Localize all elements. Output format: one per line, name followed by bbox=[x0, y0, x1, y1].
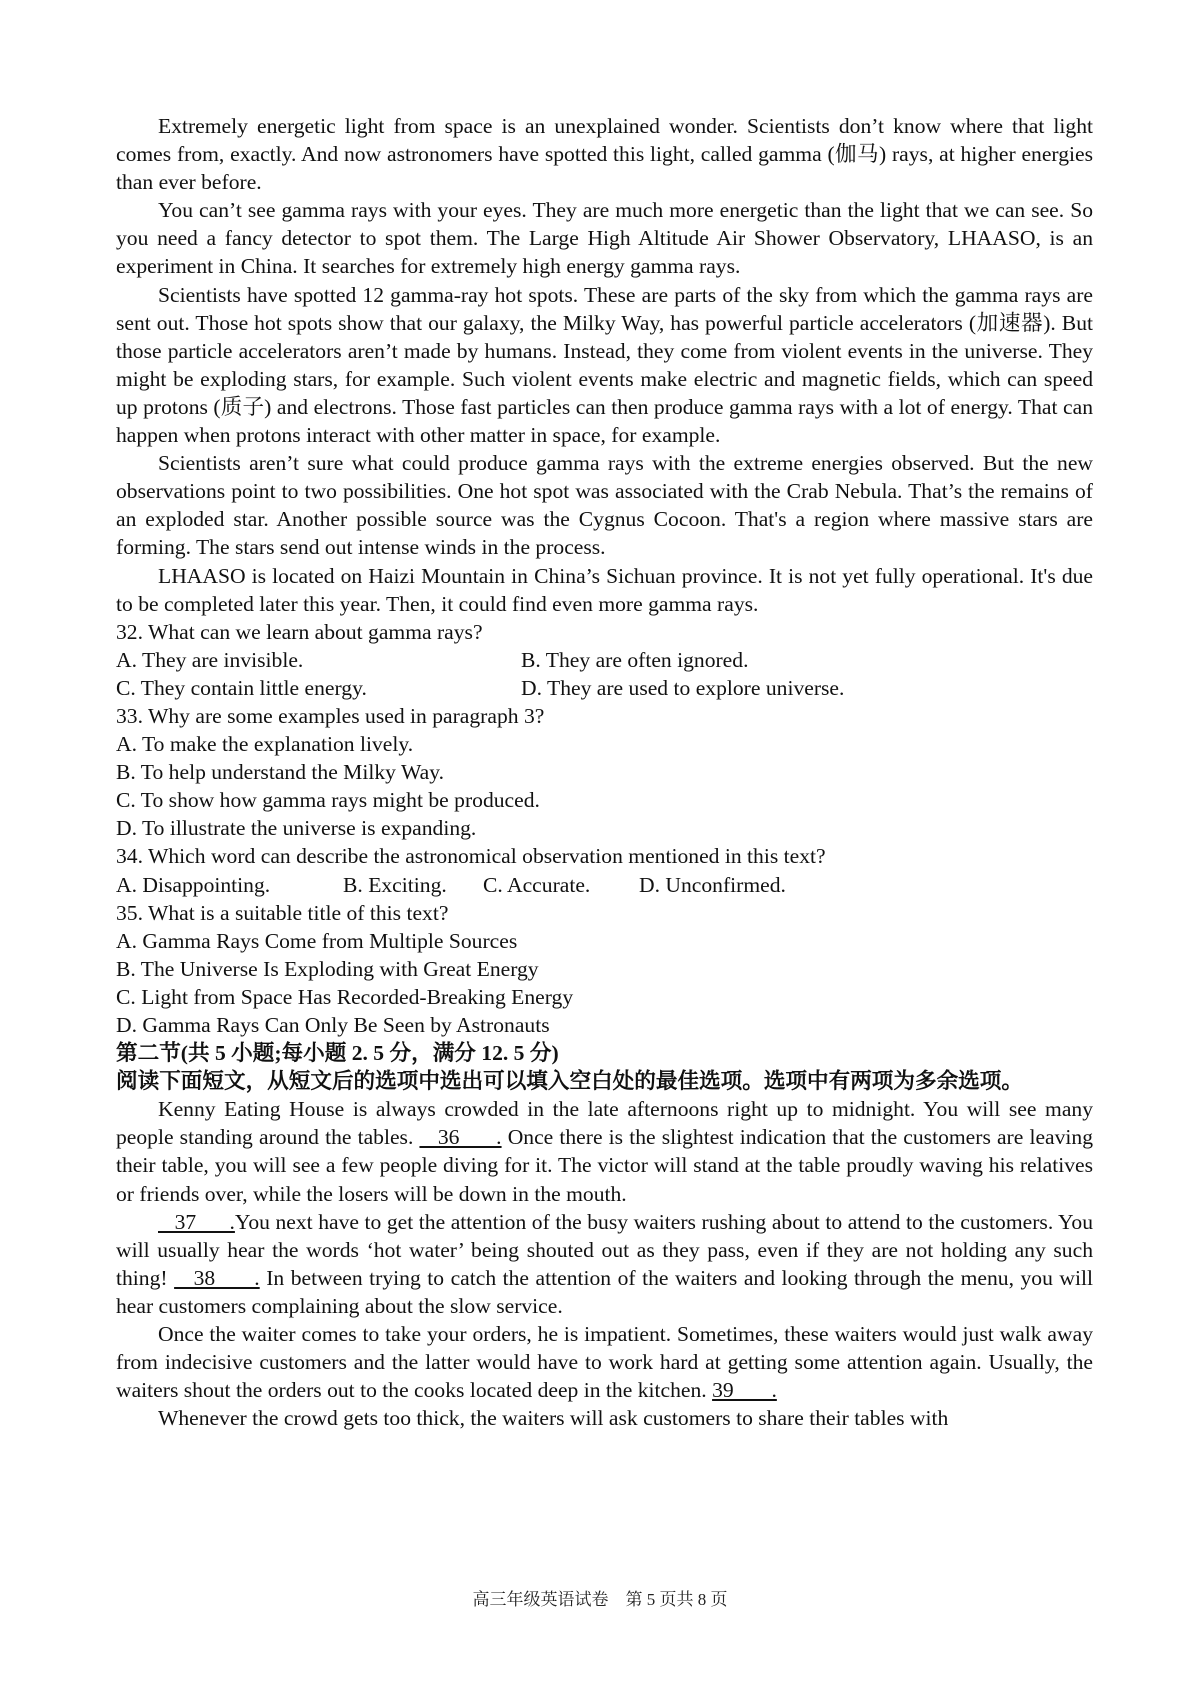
section-2-instruction: 阅读下面短文，从短文后的选项中选出可以填入空白处的最佳选项。选项中有两项为多余选项。 bbox=[116, 1069, 1023, 1094]
question-32-stem: 32. What can we learn about gamma rays? bbox=[116, 619, 483, 644]
question-35-option-b: B. The Universe Is Exploding with Great Energy bbox=[116, 956, 539, 981]
passage1-paragraph-5: LHAASO is located on Haizi Mountain in China’s Sichuan province. It is not yet fully operational. It's due to be completed later this year. Then, it could find even more gamma rays. bbox=[116, 563, 1093, 616]
passage2-paragraph-1-start: Kenny Eating House is always crowded in the late afternoons right up to midnight. You will see many people standing around the tables. bbox=[116, 1097, 1093, 1150]
question-32-option-d: D. They are used to explore universe. bbox=[521, 675, 845, 700]
passage2-paragraph-2-end: In between trying to catch the attention of the waiters and looking through the menu, you will hear customers complaining about the slow service. bbox=[116, 1265, 1093, 1318]
passage2-paragraph-3 bbox=[116, 1320, 1093, 1404]
passage2-paragraph-1 bbox=[116, 1095, 1093, 1207]
blank-37: 37 . bbox=[158, 1209, 235, 1234]
question-35-option-d: D. Gamma Rays Can Only Be Seen by Astronauts bbox=[116, 1013, 550, 1037]
blank-38: 38 . bbox=[174, 1265, 260, 1290]
question-33-stem: 33. Why are some examples used in paragraph 3? bbox=[116, 703, 545, 728]
question-34-option-a: A. Disappointing. bbox=[116, 872, 271, 897]
question-32-options-row-2 bbox=[116, 674, 1093, 702]
passage1-paragraph-3: Scientists have spotted 12 gamma-ray hot spots. These are parts of the sky from which the gamma rays are sent out. Those hot spots show that our galaxy, the Milky Way, has powerful particle accelerators (加速器). But those particle accelerators aren’t made by humans. Instead, they come from violent events in the universe. They might be exploding stars, for example. Such violent events make electric and magnetic fields, which can speed up protons (质子) and electrons. Those fast particles can then produce gamma rays with a lot of energy. That can happen when protons interact with other matter in space, for example. bbox=[116, 282, 1093, 448]
passage2-paragraph-1-end: Once there is the slightest indication that the customers are leaving their table, you will see a few people diving for it. The victor will stand at the table proudly waving his relatives or friends over, while the losers will be down in the mouth. bbox=[116, 1125, 1094, 1206]
passage1-paragraph-1: Extremely energetic light from space is an unexplained wonder. Scientists don’t know where that light comes from, exactly. And now astronomers have spotted this light, called gamma (伽马) rays, at higher energies than ever before. bbox=[116, 114, 1093, 195]
question-33-option-a: A. To make the explanation lively. bbox=[116, 732, 414, 757]
question-32-options-row-1 bbox=[116, 646, 1093, 674]
page-footer: 高三年级英语试卷 第 5 页共 8 页 bbox=[472, 1590, 728, 1609]
question-34-stem: 34. Which word can describe the astronomical observation mentioned in this text? bbox=[116, 844, 826, 869]
question-35-stem: 35. What is a suitable title of this text? bbox=[116, 900, 449, 925]
passage1-paragraph-4: Scientists aren’t sure what could produce gamma rays with the extreme energies observed. But the new observations point to two possibilities. One hot spot was associated with the Crab Nebula. That’s the remains of an exploded star. Another possible source was the Cygnus Cocoon. That's a region where massive stars are forming. The stars send out intense winds in the process. bbox=[116, 451, 1093, 560]
question-35-option-c: C. Light from Space Has Recorded-Breaking Energy bbox=[116, 984, 574, 1009]
question-32-option-b: B. They are often ignored. bbox=[521, 647, 749, 672]
passage2-paragraph-4: Whenever the crowd gets too thick, the waiters will ask customers to share their tables with bbox=[158, 1406, 949, 1431]
question-33-option-c: C. To show how gamma rays might be produced. bbox=[116, 788, 540, 813]
question-34-options bbox=[116, 871, 1093, 899]
passage2-paragraph-2-start: You next have to get the attention of the busy waiters rushing about to attend to the customers. You will usually hear the words ‘hot water’ being shouted out as they pass, even if they are not holding any such thing! bbox=[116, 1209, 1093, 1290]
question-34-option-b: B. Exciting. bbox=[343, 872, 447, 897]
passage2-paragraph-3-text: Once the waiter comes to take your orders, he is impatient. Sometimes, these waiters would just walk away from indecisive customers and the latter would have to work hard at getting some attention again. Usually, the waiters shout the orders out to the cooks located deep in the kitchen. bbox=[116, 1322, 1093, 1403]
question-34-option-d: D. Unconfirmed. bbox=[639, 872, 786, 897]
question-34-option-c: C. Accurate. bbox=[483, 872, 591, 897]
question-33-option-d: D. To illustrate the universe is expanding. bbox=[116, 816, 477, 841]
question-32-option-a: A. They are invisible. bbox=[116, 647, 304, 672]
question-32-option-c: C. They contain little energy. bbox=[116, 675, 367, 700]
question-33-option-b: B. To help understand the Milky Way. bbox=[116, 760, 445, 785]
blank-39: 39 . bbox=[712, 1378, 777, 1403]
passage1-paragraph-2: You can’t see gamma rays with your eyes. They are much more energetic than the light that we can see. So you need a fancy detector to spot them. The Large High Altitude Air Shower Observatory, LHAASO, is an experiment in China. It searches for extremely high energy gamma rays. bbox=[116, 198, 1093, 279]
passage2-paragraph-2 bbox=[116, 1208, 1093, 1320]
exam-page bbox=[116, 112, 1093, 1432]
blank-36: 36 . bbox=[419, 1125, 502, 1150]
question-35-option-a: A. Gamma Rays Come from Multiple Sources bbox=[116, 928, 518, 953]
section-2-heading: 第二节(共 5 小题;每小题 2. 5 分，满分 12. 5 分) bbox=[116, 1041, 559, 1066]
